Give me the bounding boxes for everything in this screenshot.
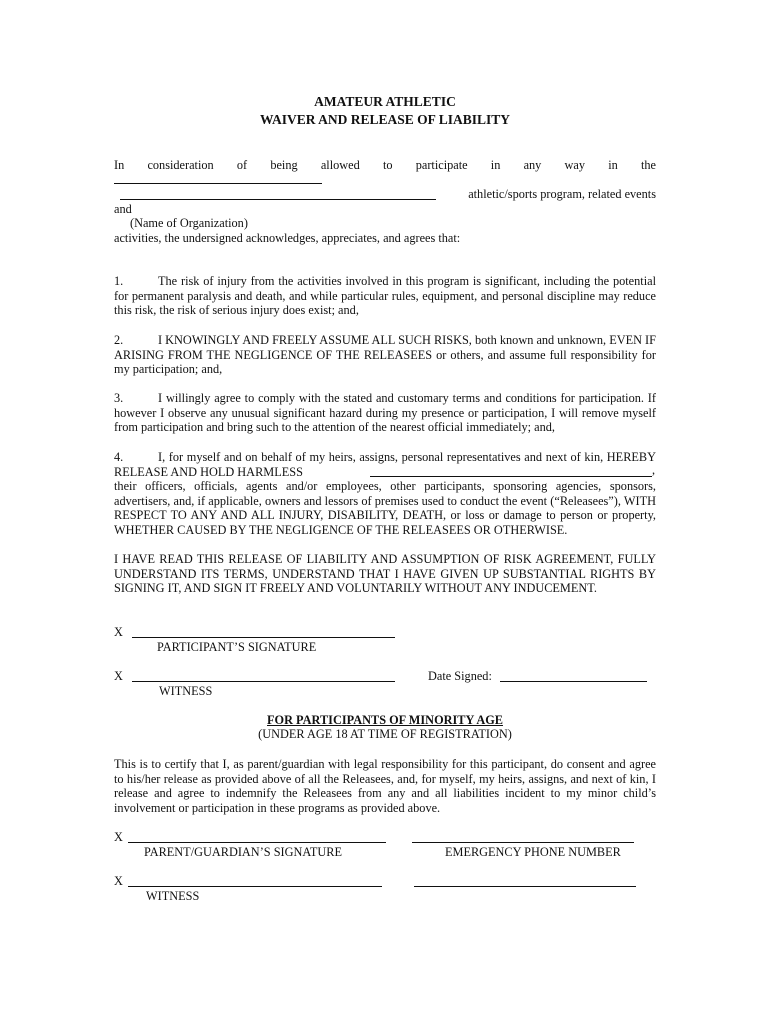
parent-signature-line[interactable] [128, 842, 386, 843]
participant-signature-label: PARTICIPANT’S SIGNATURE [157, 640, 317, 654]
date-signed-line[interactable] [500, 681, 647, 682]
parent-witness-extra-line[interactable] [414, 886, 636, 887]
document-title-line1: AMATEUR ATHLETIC [314, 94, 456, 109]
intro-and: and [114, 202, 132, 216]
clause-3: 3. I willingly agree to comply with the stated and customary terms and conditions for participation. If however I observe any unusual significant hazard during my presence or participation, I will remove myself from participation and bring such to the attention of the nearest official immediately; and, [114, 391, 656, 434]
minor-section-subheading: (UNDER AGE 18 AT TIME OF REGISTRATION) [258, 727, 512, 741]
parent-signature-label: PARENT/GUARDIAN’S SIGNATURE [144, 845, 343, 859]
witness-x-mark: X [114, 669, 123, 683]
parent-x-mark: X [114, 830, 123, 844]
emergency-phone-line[interactable] [412, 842, 634, 843]
intro-continuation: activities, the undersigned acknowledges, appreciates, and agrees that: [114, 231, 461, 245]
program-text: athletic/sports program, related events [468, 187, 656, 201]
intro-first-line: In consideration of being allowed to participate in any way in the [114, 158, 656, 172]
organization-name-label: (Name of Organization) [130, 216, 248, 230]
clause-4-part-b: their officers, officials, agents and/or employees, other participants, sponsoring agencies, sponsors, advertisers, and, if applicable, owners and lessors of premises used to conduct the event (“Releasees”), WITH RESPECT TO ANY AND ALL INJURY, DISABILITY, DEATH, or loss or damage to person or property, WHETHER CAUSED BY THE NEGLIGENCE OF THE RELEASEES OR OTHERWISE. [114, 479, 656, 537]
parent-witness-label: WITNESS [146, 889, 200, 903]
acknowledgement-text: I HAVE READ THIS RELEASE OF LIABILITY AND ASSUMPTION OF RISK AGREEMENT, FULLY UNDERSTAND ITS TERMS, UNDERSTAND THAT I HAVE GIVEN UP SUBSTANTIAL RIGHTS BY SIGNING IT, AND SIGN IT FREELY AND VOLUNTARILY WITHOUT ANY INDUCEMENT. [114, 552, 656, 595]
clause-1: 1. The risk of injury from the activities involved in this program is significant, including the potential for permanent paralysis and death, and while particular rules, equipment, and personal discipline may reduce this risk, the risk of serious injury does exist; and, [114, 274, 656, 317]
date-signed-label: Date Signed: [428, 669, 492, 683]
participant-signature-line[interactable] [132, 637, 395, 638]
releasee-name-line[interactable] [370, 476, 652, 477]
minor-section-heading: FOR PARTICIPANTS OF MINORITY AGE [267, 713, 503, 727]
participant-x-mark: X [114, 625, 123, 639]
witness-signature-line[interactable] [132, 681, 395, 682]
minor-consent-text: This is to certify that I, as parent/guardian with legal responsibility for this participant, do consent and agree to his/her release as provided above of all the Releasees, and, for myself, my heirs, assigns, and next of kin, I release and agree to indemnify the Releasees from any and all liabilities incident to my minor child’s involvement or participation in these programs as provided above. [114, 757, 656, 815]
parent-witness-x-mark: X [114, 874, 123, 888]
witness-label: WITNESS [159, 684, 213, 698]
organization-name-line-1[interactable] [114, 183, 322, 184]
parent-witness-signature-line[interactable] [128, 886, 382, 887]
clause-2: 2. I KNOWINGLY AND FREELY ASSUME ALL SUCH RISKS, both known and unknown, EVEN IF ARISING FROM THE NEGLIGENCE OF THE RELEASEES or others, and assume full responsibility for my participation; and, [114, 333, 656, 376]
organization-name-line-2[interactable] [120, 199, 436, 200]
clause-4-part-a: 4. I, for myself and on behalf of my heirs, assigns, personal representatives and next of kin, HEREBY RELEASE AND HOLD HARMLESS [114, 450, 656, 479]
emergency-phone-label: EMERGENCY PHONE NUMBER [445, 845, 621, 859]
document-title-line2: WAIVER AND RELEASE OF LIABILITY [259, 112, 511, 127]
